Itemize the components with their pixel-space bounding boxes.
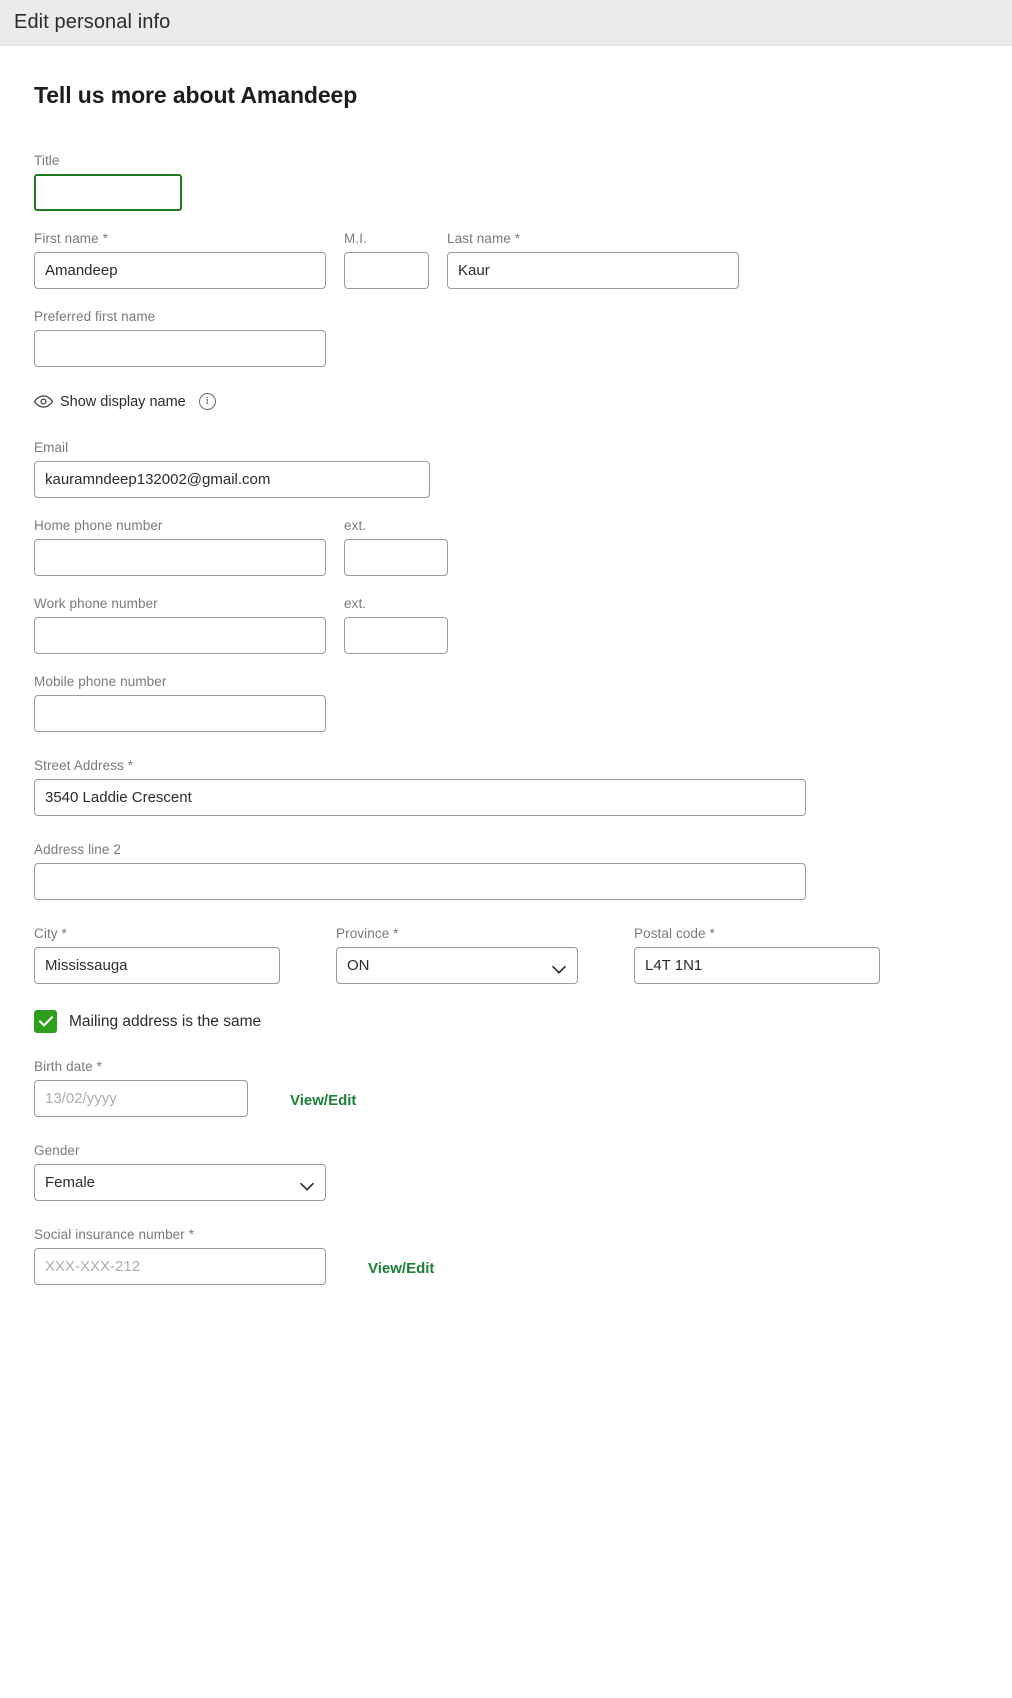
window-header (0, 0, 1012, 46)
city-input[interactable] (34, 947, 280, 984)
province-select-wrap (336, 947, 578, 984)
field-work-phone (34, 596, 326, 654)
field-gender (34, 1143, 326, 1201)
field-work-ext (344, 596, 448, 654)
field-city (34, 926, 280, 984)
first-name-input[interactable] (34, 252, 326, 289)
field-title (34, 153, 182, 211)
label-social-insurance-number: Social insurance number * (34, 1227, 195, 1242)
label-city: City * (34, 926, 67, 941)
label-first-name: First name * (34, 231, 108, 246)
postal-code-input[interactable] (634, 947, 880, 984)
field-street-address (34, 758, 806, 816)
page-title: Edit personal info (14, 11, 171, 33)
work-ext-input[interactable] (344, 617, 448, 654)
label-preferred-first-name: Preferred first name (34, 309, 156, 324)
gender-select[interactable] (34, 1164, 326, 1201)
gender-select-wrap (34, 1164, 326, 1201)
field-last-name (447, 231, 739, 289)
work-phone-input[interactable] (34, 617, 326, 654)
label-birth-date: Birth date * (34, 1059, 102, 1074)
mailing-address-label: Mailing address is the same (69, 1012, 262, 1030)
label-postal-code: Postal code * (634, 926, 715, 941)
row-email (34, 440, 978, 498)
address-line-2-input[interactable] (34, 863, 806, 900)
label-mobile-phone: Mobile phone number (34, 674, 167, 689)
home-ext-input[interactable] (344, 539, 448, 576)
info-icon[interactable]: i (199, 393, 216, 410)
field-social-insurance-number (34, 1227, 326, 1285)
eye-icon (34, 395, 53, 408)
label-gender: Gender (34, 1143, 80, 1158)
row-home-phone (34, 518, 978, 576)
field-mobile-phone (34, 674, 326, 732)
personal-info-form (0, 46, 1012, 1359)
field-postal-code (634, 926, 880, 984)
row-work-phone (34, 596, 978, 654)
field-birth-date (34, 1059, 248, 1117)
sin-view-edit-link[interactable]: View/Edit (368, 1260, 435, 1277)
preferred-first-name-input[interactable] (34, 330, 326, 367)
mailing-address-checkbox-row[interactable] (34, 1010, 978, 1033)
label-street-address: Street Address * (34, 758, 134, 773)
field-preferred-first-name (34, 309, 326, 367)
middle-initial-input[interactable] (344, 252, 429, 289)
last-name-input[interactable] (447, 252, 739, 289)
label-province: Province * (336, 926, 399, 941)
street-address-input[interactable] (34, 779, 806, 816)
social-insurance-number-input[interactable] (34, 1248, 326, 1285)
label-work-ext: ext. (344, 596, 367, 611)
label-middle-initial: M.I. (344, 231, 367, 246)
field-address-line-2 (34, 842, 806, 900)
email-input[interactable] (34, 461, 430, 498)
row-street-address (34, 758, 978, 816)
label-work-phone: Work phone number (34, 596, 158, 611)
row-city-province-postal (34, 926, 978, 984)
row-title (34, 153, 978, 211)
label-home-ext: ext. (344, 518, 367, 533)
mobile-phone-input[interactable] (34, 695, 326, 732)
row-mobile-phone (34, 674, 978, 732)
label-home-phone: Home phone number (34, 518, 163, 533)
show-display-name-row[interactable] (34, 393, 978, 410)
form-heading: Tell us more about Amandeep (34, 82, 358, 108)
field-home-ext (344, 518, 448, 576)
birth-date-view-edit-link[interactable]: View/Edit (290, 1092, 357, 1109)
home-phone-input[interactable] (34, 539, 326, 576)
show-display-name-label: Show display name (60, 393, 186, 410)
row-name (34, 231, 978, 289)
label-title: Title (34, 153, 60, 168)
label-email: Email (34, 440, 69, 455)
row-birth-date (34, 1059, 978, 1117)
label-address-line-2: Address line 2 (34, 842, 121, 857)
row-preferred-name (34, 309, 978, 367)
field-first-name (34, 231, 326, 289)
title-input[interactable] (34, 174, 182, 211)
field-email (34, 440, 430, 498)
field-province (336, 926, 578, 984)
checkbox-checked-icon[interactable] (34, 1010, 57, 1033)
row-social-insurance-number (34, 1227, 978, 1285)
row-address-line-2 (34, 842, 978, 900)
label-last-name: Last name * (447, 231, 521, 246)
field-home-phone (34, 518, 326, 576)
row-gender (34, 1143, 978, 1201)
field-middle-initial (344, 231, 429, 289)
province-select[interactable] (336, 947, 578, 984)
birth-date-input[interactable] (34, 1080, 248, 1117)
